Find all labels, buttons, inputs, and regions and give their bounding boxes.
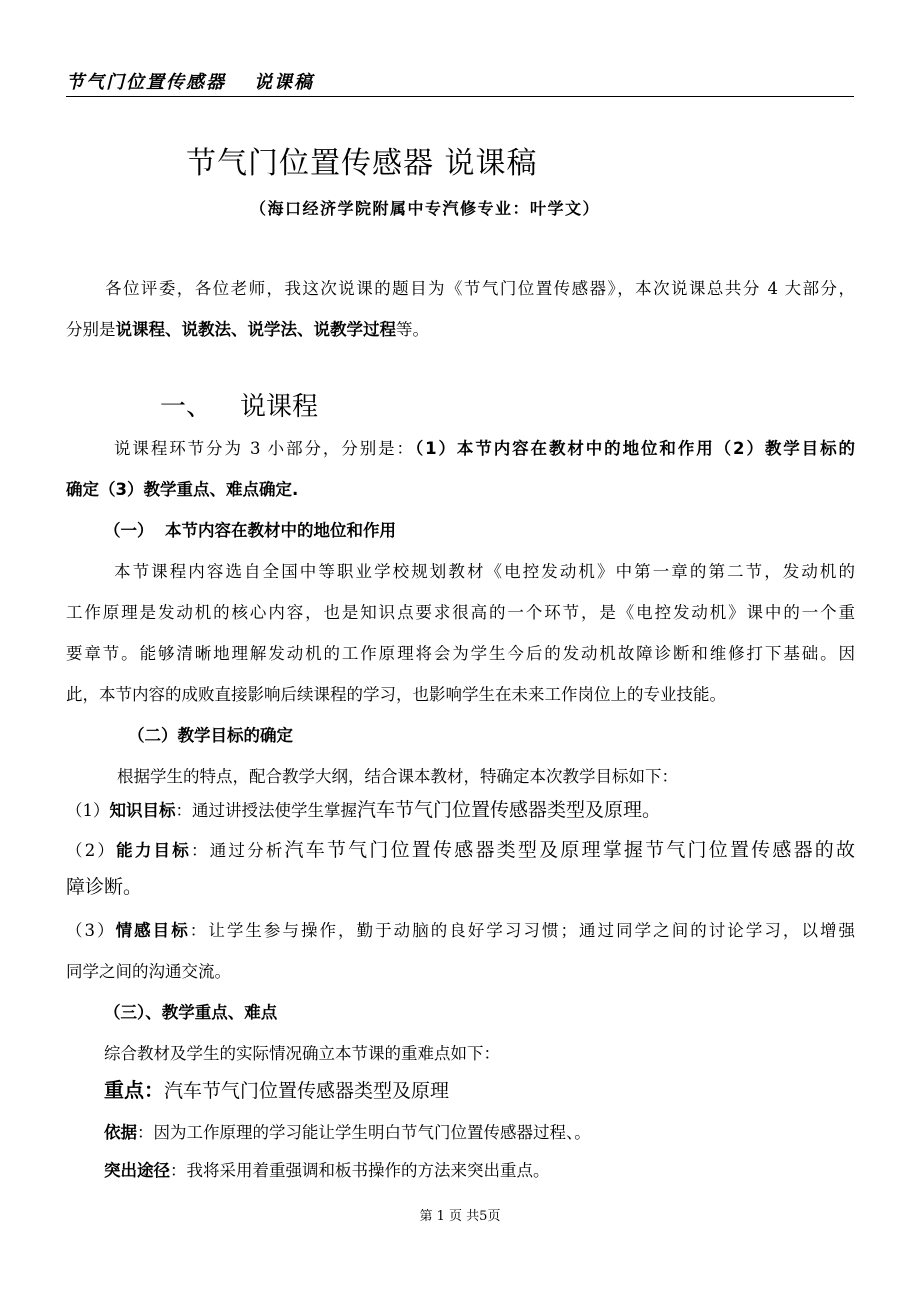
key-point-text: 汽车节气门位置传感器类型及原理	[164, 1080, 450, 1102]
goal-2-text: 通过分析	[209, 841, 285, 860]
method-text: ：我将采用着重强调和板书操作的方法来突出重点。	[170, 1161, 550, 1180]
goal-2-colon: ：	[190, 841, 210, 860]
overview-line-1	[114, 428, 855, 469]
overview-bold: （1）本节内容在教材中的地位和作用（2）教学目标的	[414, 439, 855, 458]
document-subtitle: （海口经济学院附属中专汽修专业：叶学文）	[250, 199, 601, 218]
goal-1-colon: ：	[175, 801, 192, 820]
intro-bold-parts: 说课程、说教法、说学法、说教学过程	[115, 320, 396, 339]
section-heading	[160, 386, 318, 423]
page-footer: 第 1 页 共5页	[419, 1209, 501, 1224]
document-title: 节气门位置传感器 说课稿	[186, 146, 538, 181]
goal-3-text: 让学生参与操作，勤于动脑的良好学习习惯；通过同学之间的讨论学习，以增强	[208, 921, 856, 940]
key-point-label: 重点：	[104, 1078, 164, 1102]
key-point	[104, 1070, 449, 1112]
method	[104, 1150, 550, 1191]
sub1-line-4: 此，本节内容的成败直接影响后续课程的学习，也影响学生在未来工作岗位上的专业技能。	[66, 685, 726, 704]
goal-emotion	[66, 910, 855, 951]
running-header-suffix: 说课稿	[254, 72, 314, 93]
sub1-line-2: 工作原理是发动机的核心内容，也是知识点要求很高的一个环节，是《电控发动机》课中的一个重	[66, 603, 855, 622]
goal-1-emphasis: 汽车节气门位置传感器类型及原理。	[357, 799, 662, 821]
running-header-title: 节气门位置传感器	[66, 72, 226, 93]
intro-line-2	[66, 309, 429, 350]
subsection-2-heading: （二）教学目标的确定	[128, 726, 293, 745]
overview-line-2: 确定（3）教学重点、难点确定.	[66, 480, 299, 499]
overview-plain: 说课程环节分为 3 小部分，分别是：	[114, 439, 415, 458]
method-label: 突出途径	[104, 1161, 170, 1180]
goal-2-number: （2）	[66, 841, 117, 860]
subsection-1-heading	[104, 510, 396, 551]
sub1-line-1: 本节课程内容选自全国中等职业学校规划教材《电控发动机》中第一章的第二节，发动机的	[114, 562, 855, 581]
goal-2-label: 能力目标	[116, 841, 191, 860]
subsection-3-heading: （三）、教学重点、难点	[104, 1003, 278, 1022]
subsection-1-title: 本节内容在教材中的地位和作用	[165, 521, 396, 540]
intro-line-1: 各位评委，各位老师，我这次说课的题目为《节气门位置传感器》，本次说课总共分 4 大部分，	[105, 279, 855, 298]
goal-emotion-line-2: 同学之间的沟通交流。	[66, 962, 231, 981]
basis-text: ：因为工作原理的学习能让学生明白节气门位置传感器过程、。	[137, 1123, 591, 1142]
goal-2-emphasis: 汽车节气门位置传感器类型及原理掌握节气门位置传感器的故	[284, 839, 856, 861]
running-header	[66, 72, 854, 97]
intro-prefix: 分别是	[66, 320, 116, 339]
goal-1-text: 通过讲授法使学生掌握	[192, 801, 357, 820]
sub3-intro: 综合教材及学生的实际情况确立本节课的重难点如下：	[104, 1044, 500, 1063]
basis-label: 依据	[104, 1123, 137, 1142]
goal-knowledge	[66, 790, 661, 831]
basis	[104, 1112, 591, 1153]
goal-1-label: 知识目标	[109, 801, 176, 820]
subsection-1-number: （一）	[104, 521, 154, 540]
goal-3-colon: ：	[189, 921, 209, 940]
intro-suffix: 等。	[396, 320, 429, 339]
sub2-intro: 根据学生的特点，配合教学大纲，结合课本教材，特确定本次教学目标如下：	[117, 767, 678, 786]
section-number: 一、	[160, 392, 213, 422]
goal-3-number: （3）	[66, 921, 116, 940]
goal-ability	[66, 830, 855, 871]
sub1-line-3: 要章节。能够清晰地理解发动机的工作原理将会为学生今后的发动机故障诊断和维修打下基础。因	[66, 644, 855, 663]
goal-1-number: （1）	[66, 801, 110, 820]
goal-3-label: 情感目标	[115, 921, 190, 940]
section-title: 说课程	[240, 392, 319, 422]
goal-ability-line-2: 障诊断。	[66, 876, 143, 898]
